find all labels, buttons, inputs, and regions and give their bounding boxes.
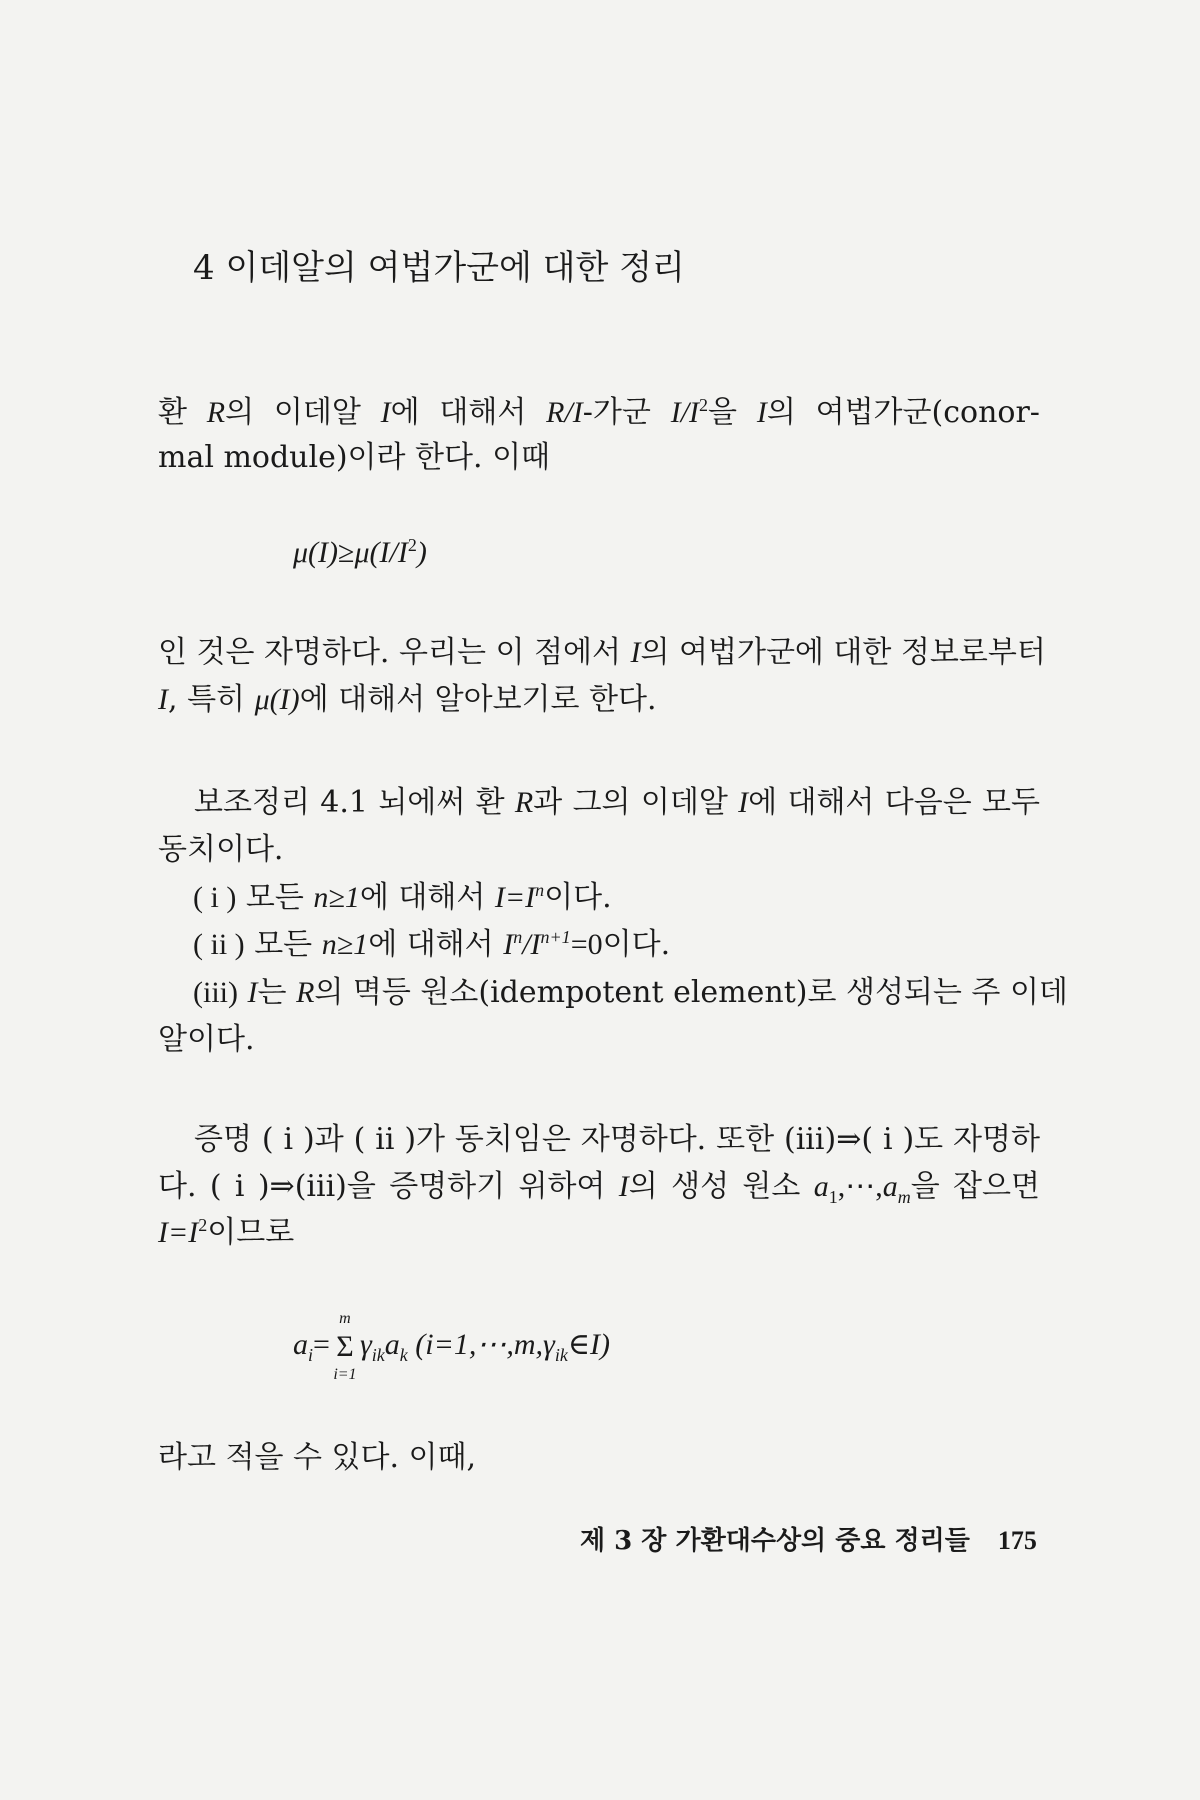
proof-label: 증명 bbox=[194, 1122, 252, 1157]
text: 의 이데알 bbox=[225, 395, 361, 430]
math-divide-I: /I bbox=[522, 928, 541, 961]
math-equation: I=I bbox=[494, 881, 536, 914]
page-footer bbox=[580, 1520, 1037, 1557]
text: 인 것은 자명하다. 우리는 이 점에서 bbox=[158, 635, 621, 670]
item-number: (iii) bbox=[193, 976, 238, 1009]
text: 모든 bbox=[245, 880, 304, 915]
formula-op: ≥ bbox=[338, 536, 355, 569]
item-number: ( ii ) bbox=[193, 928, 245, 961]
math-mu-I: μ(I) bbox=[254, 683, 300, 716]
superscript: 2 bbox=[699, 395, 709, 415]
math-a: a bbox=[882, 1170, 898, 1203]
math-I: I bbox=[738, 786, 749, 819]
superscript: n bbox=[535, 880, 545, 900]
formula-sum bbox=[293, 1310, 611, 1384]
text: 에 대해서 bbox=[359, 880, 486, 915]
math-condition: (i=1,⋯,m, bbox=[407, 1328, 543, 1361]
section-number: 4 bbox=[193, 248, 215, 288]
text: 에 대해서 bbox=[368, 927, 494, 962]
formula-rhs: μ(I/I bbox=[354, 536, 408, 569]
math-condition-close: ∈I) bbox=[567, 1328, 611, 1361]
text: 을 bbox=[708, 395, 738, 430]
text: 에 대해서 알아보기로 한다. bbox=[299, 682, 657, 717]
text: ( i )과 ( ii )가 동치임은 자명하다. 또한 (iii)⇒( i )도 자명하 bbox=[261, 1122, 1040, 1157]
page-number: 175 bbox=[997, 1526, 1037, 1555]
math-I: I bbox=[503, 928, 514, 961]
math-gamma: γ bbox=[543, 1328, 555, 1361]
sum-sign: Σ bbox=[336, 1330, 354, 1364]
text: , 특히 bbox=[168, 682, 246, 717]
math-zero: =0 bbox=[570, 928, 603, 961]
item-number: ( i ) bbox=[193, 881, 237, 914]
superscript: 2 bbox=[198, 1215, 208, 1235]
sum-lower-limit: i=1 bbox=[333, 1366, 357, 1384]
math-condition: n≥1 bbox=[321, 928, 369, 961]
text: 의 여법가군(conor- bbox=[766, 395, 1040, 430]
subscript: k bbox=[399, 1345, 408, 1365]
subscript: ik bbox=[554, 1345, 568, 1365]
proof-line2 bbox=[158, 1167, 1040, 1207]
chapter-title: 제 3 장 가환대수상의 중요 정리들 bbox=[580, 1526, 970, 1556]
paragraph1-line2: mal module)이라 한다. 이때 bbox=[158, 440, 551, 475]
text: 을 잡으면 bbox=[910, 1169, 1040, 1204]
math-a: a bbox=[384, 1328, 400, 1361]
subscript: i bbox=[308, 1345, 314, 1365]
lemma-item-1 bbox=[193, 878, 612, 918]
text: 는 bbox=[257, 975, 287, 1010]
math-I: I bbox=[756, 396, 767, 429]
lemma-label: 보조정리 4.1 bbox=[194, 785, 368, 820]
text: 이므로 bbox=[207, 1215, 295, 1250]
math-dots: ,⋯, bbox=[837, 1170, 883, 1203]
formula-lhs: μ(I) bbox=[293, 536, 339, 569]
lemma-item-2 bbox=[193, 925, 670, 965]
text: 모든 bbox=[254, 927, 313, 962]
subscript: ik bbox=[371, 1345, 385, 1365]
math-I: I bbox=[630, 636, 641, 669]
proof-line1 bbox=[158, 1120, 1040, 1160]
section-heading bbox=[193, 248, 685, 288]
formula-rhs-close: ) bbox=[416, 536, 427, 569]
text: 환 bbox=[158, 395, 187, 430]
math-R: R bbox=[514, 786, 534, 819]
paragraph2-line2 bbox=[158, 680, 657, 720]
text: 이다. bbox=[602, 927, 671, 962]
formula-mu-inequality bbox=[293, 533, 427, 573]
lemma-item-3 bbox=[193, 973, 1068, 1013]
text: 의 생성 원소 bbox=[628, 1169, 801, 1204]
text: -가군 bbox=[582, 395, 651, 430]
subscript: m bbox=[897, 1187, 911, 1207]
closing-line: 라고 적을 수 있다. 이때, bbox=[158, 1440, 477, 1475]
superscript: 2 bbox=[407, 535, 417, 555]
math-I: I bbox=[247, 976, 258, 1009]
math-gamma: γ bbox=[359, 1328, 372, 1361]
lemma-line1 bbox=[158, 783, 1040, 823]
subscript: 1 bbox=[828, 1187, 838, 1207]
math-R-over-I: R/I bbox=[546, 396, 583, 429]
text: 에 대해서 bbox=[390, 395, 527, 430]
section-title: 이데알의 여법가군에 대한 정리 bbox=[225, 248, 685, 288]
math-a: a bbox=[293, 1328, 308, 1361]
math-I: I bbox=[618, 1170, 629, 1203]
math-condition: n≥1 bbox=[313, 881, 360, 914]
text: 의 멱등 원소(idempotent element)로 생성되는 주 이데 bbox=[314, 975, 1068, 1010]
math-equation: I=I bbox=[158, 1216, 199, 1249]
math-I-over-I2: I/I bbox=[670, 396, 700, 429]
summation bbox=[330, 1310, 360, 1384]
paragraph2-line1 bbox=[158, 633, 1046, 673]
text: 다. ( i )⇒(iii)을 증명하기 위하여 bbox=[158, 1169, 606, 1204]
math-equals: = bbox=[313, 1328, 330, 1361]
text: 이다. bbox=[544, 880, 612, 915]
math-I: I bbox=[158, 683, 168, 716]
text: 의 여법가군에 대한 정보로부터 bbox=[640, 635, 1046, 670]
paragraph1-line1 bbox=[158, 393, 1040, 433]
lemma-item-3-line2: 알이다. bbox=[158, 1022, 255, 1057]
proof-line3 bbox=[158, 1213, 294, 1253]
lemma-line2: 동치이다. bbox=[158, 832, 284, 867]
math-I: I bbox=[380, 396, 391, 429]
superscript: n bbox=[513, 927, 523, 947]
math-R: R bbox=[296, 976, 315, 1009]
text: 에 대해서 다음은 모두 bbox=[748, 785, 1040, 820]
math-a: a bbox=[813, 1170, 829, 1203]
text: 뇌에써 환 bbox=[378, 785, 505, 820]
superscript: n+1 bbox=[540, 927, 571, 947]
sum-upper-limit: m bbox=[339, 1310, 351, 1328]
text: 과 그의 이데알 bbox=[533, 785, 728, 820]
math-R: R bbox=[206, 396, 226, 429]
